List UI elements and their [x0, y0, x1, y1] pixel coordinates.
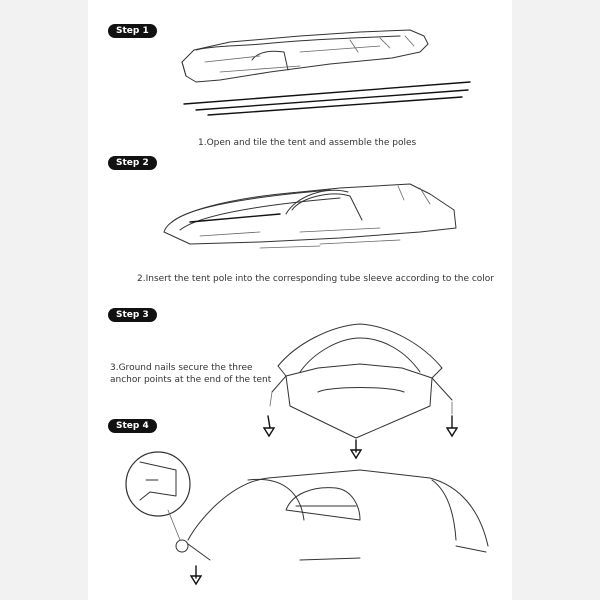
step-3-badge: Step 3	[108, 308, 157, 322]
instruction-page	[88, 0, 512, 600]
step-3-caption-line-2: anchor points at the end of the tent	[110, 375, 272, 385]
step-1-caption: 1.Open and tile the tent and assemble the poles	[198, 138, 417, 148]
step-2-badge: Step 2	[108, 156, 157, 170]
step-4-badge: Step 4	[108, 419, 157, 433]
step-2-caption: 2.Insert the tent pole into the corresponding tube sleeve according to the color	[137, 274, 495, 284]
step-1-badge: Step 1	[108, 24, 157, 38]
step-3-caption-line-1: 3.Ground nails secure the three	[110, 363, 253, 373]
